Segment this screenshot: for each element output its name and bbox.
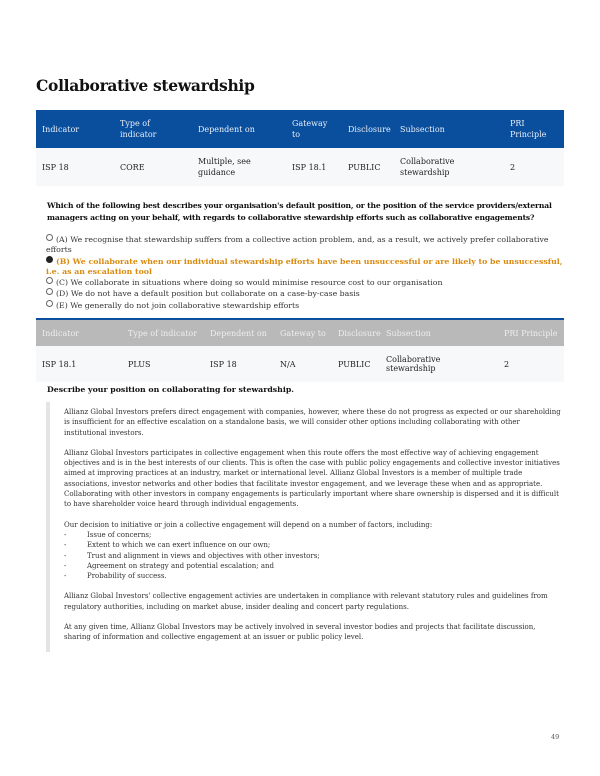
indicator-table-isp18-1 xyxy=(36,318,564,382)
header-gateway: Gateway to xyxy=(274,320,332,346)
factors-list xyxy=(64,530,564,581)
option-c[interactable] xyxy=(46,277,566,288)
header-indicator: Indicator xyxy=(36,320,122,346)
option-label: (B) We collaborate when our individual stewardship efforts have been unsuccessful or are likely to be unsuccessful, i.e. as an escalation tool xyxy=(46,256,563,276)
question-text: Which of the following best describes your organisation's default position, or the position of the service providers/external managers acting on your behalf, with regards to collaborative stewardship efforts such as collaborative engagements? xyxy=(47,201,552,222)
header-subsection: Subsection xyxy=(380,320,498,346)
cell-dependent: Multiple, see guidance xyxy=(192,148,286,186)
cell-pri-principle: 2 xyxy=(504,148,564,186)
option-label: (D) We do not have a default position but collaborate on a case-by-case basis xyxy=(56,289,360,299)
answer-paragraph-5: At any given time, Allianz Global Investors may be actively involved in several investor bodies and projects that facilitate discussion, sharing of information and collective engagement at an issuer or public policy level. xyxy=(64,623,536,642)
answer-paragraph-1: Allianz Global Investors prefers direct engagement with companies, however, where these do not progress as expected or our shareholding is insufficient for an effective escalation on a standalone basis, we will consider other options including collaborating with other institutional investors. xyxy=(64,408,561,437)
header-disclosure: Disclosure xyxy=(342,110,394,148)
cell-type: CORE xyxy=(114,148,192,186)
option-e[interactable] xyxy=(46,300,566,311)
dash-bullet-icon: - xyxy=(64,551,67,560)
dash-bullet-icon: - xyxy=(64,530,67,539)
list-item xyxy=(64,551,564,561)
header-pri-principle: PRI Principle xyxy=(504,110,564,148)
list-item-text: Agreement on strategy and potential escalation; and xyxy=(87,561,274,570)
radio-options xyxy=(46,234,566,311)
list-item xyxy=(64,540,564,550)
header-gateway: Gateway to xyxy=(286,110,342,148)
header-dependent: Dependent on xyxy=(204,320,274,346)
cell-subsection: Collaborative stewardship xyxy=(394,148,504,186)
list-item xyxy=(64,530,564,540)
radio-selected-icon[interactable] xyxy=(46,256,53,263)
option-label: (C) We collaborate in situations where doing so would minimise resource cost to our organisation xyxy=(56,278,443,288)
header-subsection: Subsection xyxy=(394,110,504,148)
option-a[interactable] xyxy=(46,234,566,256)
option-label: (A) We recognise that stewardship suffers from a collective action problem, and, as a result, we actively prefer collaborative efforts xyxy=(46,235,549,255)
list-item-text: Issue of concerns; xyxy=(87,530,152,539)
cell-disclosure: PUBLIC xyxy=(342,148,394,186)
cell-gateway: ISP 18.1 xyxy=(286,148,342,186)
list-item xyxy=(64,561,564,571)
answer-paragraph-2: Allianz Global Investors participates in collective engagement when this route offers the most effective way of achieving engagement objectives and is in the best interests of our clients. This is often the case with public policy engagements and collective investor initiatives aimed at improving practices at an industry, market or international level. Allianz Global Investors is a member of multiple trade associations, investor networks and other bodies that facilitate investor engagement, and we leverage these when and as appropriate. Collaborating with other investors in company engagements is particularly important where share ownership is dispersed and it is difficult to have shareholder voice heard through individual engagements. xyxy=(64,448,560,509)
cell-pri-principle: 2 xyxy=(498,346,564,382)
dash-bullet-icon: - xyxy=(64,572,67,581)
radio-empty-icon[interactable] xyxy=(46,277,53,284)
table-row xyxy=(36,148,564,186)
answer-paragraph-4: Allianz Global Investors' collective engagement activies are undertaken in compliance with relevant statutory rules and guidelines from regulatory authorities, including on market abuse, insider dealing and concert party regulations. xyxy=(64,592,548,611)
header-pri-principle: PRI Principle xyxy=(498,320,564,346)
header-type: Type of indicator xyxy=(122,320,204,346)
cell-indicator: ISP 18 xyxy=(36,148,114,186)
cell-indicator: ISP 18.1 xyxy=(36,346,122,382)
answer-paragraph-3: Our decision to initiative or join a collective engagement will depend on a number of factors, including: xyxy=(64,520,433,529)
cell-type: PLUS xyxy=(122,346,204,382)
list-item-text: Extent to which we can exert influence on our own; xyxy=(87,541,271,550)
header-disclosure: Disclosure xyxy=(332,320,380,346)
option-b[interactable] xyxy=(46,256,566,278)
section-title: Collaborative stewardship xyxy=(36,76,255,95)
option-label: (E) We generally do not join collaborative stewardship efforts xyxy=(56,300,300,310)
dash-bullet-icon: - xyxy=(64,541,67,550)
header-indicator: Indicator xyxy=(36,110,114,148)
page-number: 49 xyxy=(551,733,560,741)
header-type: Type of indicator xyxy=(114,110,192,148)
cell-dependent: ISP 18 xyxy=(204,346,274,382)
cell-subsection: Collaborative stewardship xyxy=(380,346,498,382)
table-header-row xyxy=(36,110,564,148)
answer-block xyxy=(46,402,564,652)
radio-empty-icon[interactable] xyxy=(46,300,53,307)
indicator-table-isp18 xyxy=(36,110,564,186)
table-header-row xyxy=(36,320,564,346)
option-d[interactable] xyxy=(46,288,566,299)
header-dependent: Dependent on xyxy=(192,110,286,148)
list-item-text: Probability of success. xyxy=(87,572,167,581)
list-item-text: Trust and alignment in views and objectives with other investors; xyxy=(87,551,320,560)
cell-gateway: N/A xyxy=(274,346,332,382)
table-row xyxy=(36,346,564,382)
dash-bullet-icon: - xyxy=(64,561,67,570)
cell-disclosure: PUBLIC xyxy=(332,346,380,382)
list-item xyxy=(64,571,564,581)
radio-empty-icon[interactable] xyxy=(46,234,53,241)
describe-prompt: Describe your position on collaborating for stewardship. xyxy=(47,385,294,394)
radio-empty-icon[interactable] xyxy=(46,288,53,295)
